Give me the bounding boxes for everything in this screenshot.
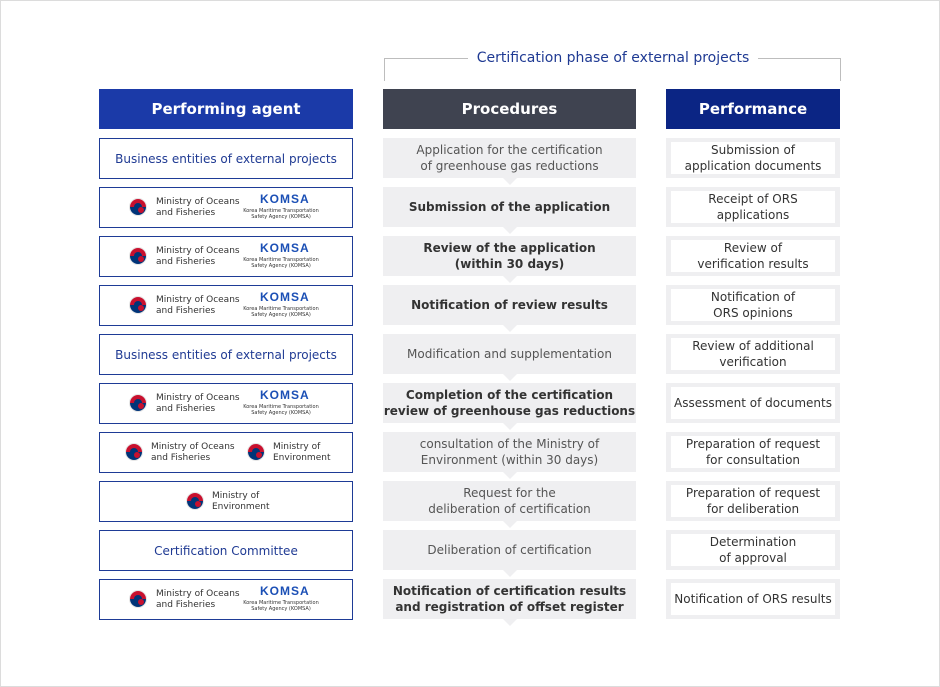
agent-box <box>99 334 353 375</box>
performance-box <box>666 579 840 619</box>
korea-emblem-icon <box>186 492 204 510</box>
moe-name: Ministry of Environment <box>273 442 331 463</box>
performance-box <box>666 285 840 325</box>
performance-box <box>666 383 840 423</box>
flow-arrow-icon <box>503 521 517 528</box>
emblem-red-dot <box>138 207 144 213</box>
performance-box <box>666 432 840 472</box>
komsa-logo: KOMSA <box>260 241 310 255</box>
mof-name: Ministry of Oceans and Fisheries <box>156 197 240 218</box>
moe-name: Ministry of Environment <box>212 491 270 512</box>
komsa-logo: KOMSA <box>260 290 310 304</box>
emblem-red-dot <box>138 403 144 409</box>
mof-name: Ministry of Oceans and Fisheries <box>156 246 240 267</box>
procedure-step: Deliberation of certification <box>383 530 636 570</box>
agent-box <box>99 285 353 326</box>
procedure-step: Completion of the certification review of greenhouse gas reductions <box>383 383 636 423</box>
agent-box <box>99 138 353 179</box>
agent-box <box>99 432 353 473</box>
komsa-subtitle: Korea Maritime Transportation Safety Agency (KOMSA) <box>243 600 319 612</box>
flow-arrow-icon <box>503 570 517 577</box>
procedure-step: Request for the deliberation of certification <box>383 481 636 521</box>
agent-label: Certification Committee <box>154 543 298 558</box>
komsa-logo: KOMSA <box>260 584 310 598</box>
procedure-step: Submission of the application <box>383 187 636 227</box>
flow-arrow-icon <box>503 619 517 626</box>
agent-box <box>99 187 353 228</box>
flow-arrow-icon <box>503 227 517 234</box>
flow-arrow-icon <box>503 276 517 283</box>
agent-box <box>99 383 353 424</box>
flow-arrow-icon <box>503 472 517 479</box>
emblem-red-dot <box>195 501 201 507</box>
header-procedures: Procedures <box>383 89 636 129</box>
performance-label: Preparation of request for consultation <box>671 436 835 468</box>
flow-arrow-icon <box>503 325 517 332</box>
korea-emblem-icon <box>247 443 265 461</box>
performance-box <box>666 481 840 521</box>
performance-box <box>666 187 840 227</box>
performance-box <box>666 334 840 374</box>
procedure-step: consultation of the Ministry of Environment (within 30 days) <box>383 432 636 472</box>
performance-label: Notification of ORS results <box>671 583 835 615</box>
korea-emblem-icon <box>129 394 147 412</box>
korea-emblem-icon <box>129 296 147 314</box>
komsa-subtitle: Korea Maritime Transportation Safety Agency (KOMSA) <box>243 257 319 269</box>
header-performing-agent: Performing agent <box>99 89 353 129</box>
performance-label: Determination of approval <box>671 534 835 566</box>
procedure-step: Notification of review results <box>383 285 636 325</box>
emblem-red-dot <box>134 452 140 458</box>
mof-name: Ministry of Oceans and Fisheries <box>156 295 240 316</box>
flow-arrow-icon <box>503 423 517 430</box>
agent-box <box>99 481 353 522</box>
komsa-logo: KOMSA <box>260 192 310 206</box>
korea-emblem-icon <box>125 443 143 461</box>
agent-box <box>99 236 353 277</box>
flow-arrow-icon <box>503 178 517 185</box>
performance-label: Review of additional verification <box>671 338 835 370</box>
korea-emblem-icon <box>129 247 147 265</box>
header-performance: Performance <box>666 89 840 129</box>
mof-name: Ministry of Oceans and Fisheries <box>156 393 240 414</box>
procedure-step: Notification of certification results and registration of offset register <box>383 579 636 619</box>
performance-label: Review of verification results <box>671 240 835 272</box>
emblem-red-dot <box>138 305 144 311</box>
performance-label: Assessment of documents <box>671 387 835 419</box>
mof-name: Ministry of Oceans and Fisheries <box>151 442 235 463</box>
performance-box <box>666 236 840 276</box>
procedure-step: Application for the certification of greenhouse gas reductions <box>383 138 636 178</box>
korea-emblem-icon <box>129 198 147 216</box>
mof-name: Ministry of Oceans and Fisheries <box>156 589 240 610</box>
komsa-logo: KOMSA <box>260 388 310 402</box>
performance-label: Submission of application documents <box>671 142 835 174</box>
agent-box <box>99 530 353 571</box>
agent-label: Business entities of external projects <box>115 347 337 362</box>
komsa-subtitle: Korea Maritime Transportation Safety Agency (KOMSA) <box>243 306 319 318</box>
performance-label: Preparation of request for deliberation <box>671 485 835 517</box>
performance-box <box>666 138 840 178</box>
emblem-red-dot <box>138 256 144 262</box>
korea-emblem-icon <box>129 590 147 608</box>
emblem-red-dot <box>256 452 262 458</box>
procedure-step: Review of the application (within 30 days) <box>383 236 636 276</box>
performance-label: Receipt of ORS applications <box>671 191 835 223</box>
komsa-subtitle: Korea Maritime Transportation Safety Agency (KOMSA) <box>243 404 319 416</box>
procedure-step: Modification and supplementation <box>383 334 636 374</box>
performance-box <box>666 530 840 570</box>
emblem-red-dot <box>138 599 144 605</box>
phase-title: Certification phase of external projects <box>468 48 758 68</box>
agent-label: Business entities of external projects <box>115 151 337 166</box>
agent-box <box>99 579 353 620</box>
flow-arrow-icon <box>503 374 517 381</box>
performance-label: Notification of ORS opinions <box>671 289 835 321</box>
komsa-subtitle: Korea Maritime Transportation Safety Agency (KOMSA) <box>243 208 319 220</box>
